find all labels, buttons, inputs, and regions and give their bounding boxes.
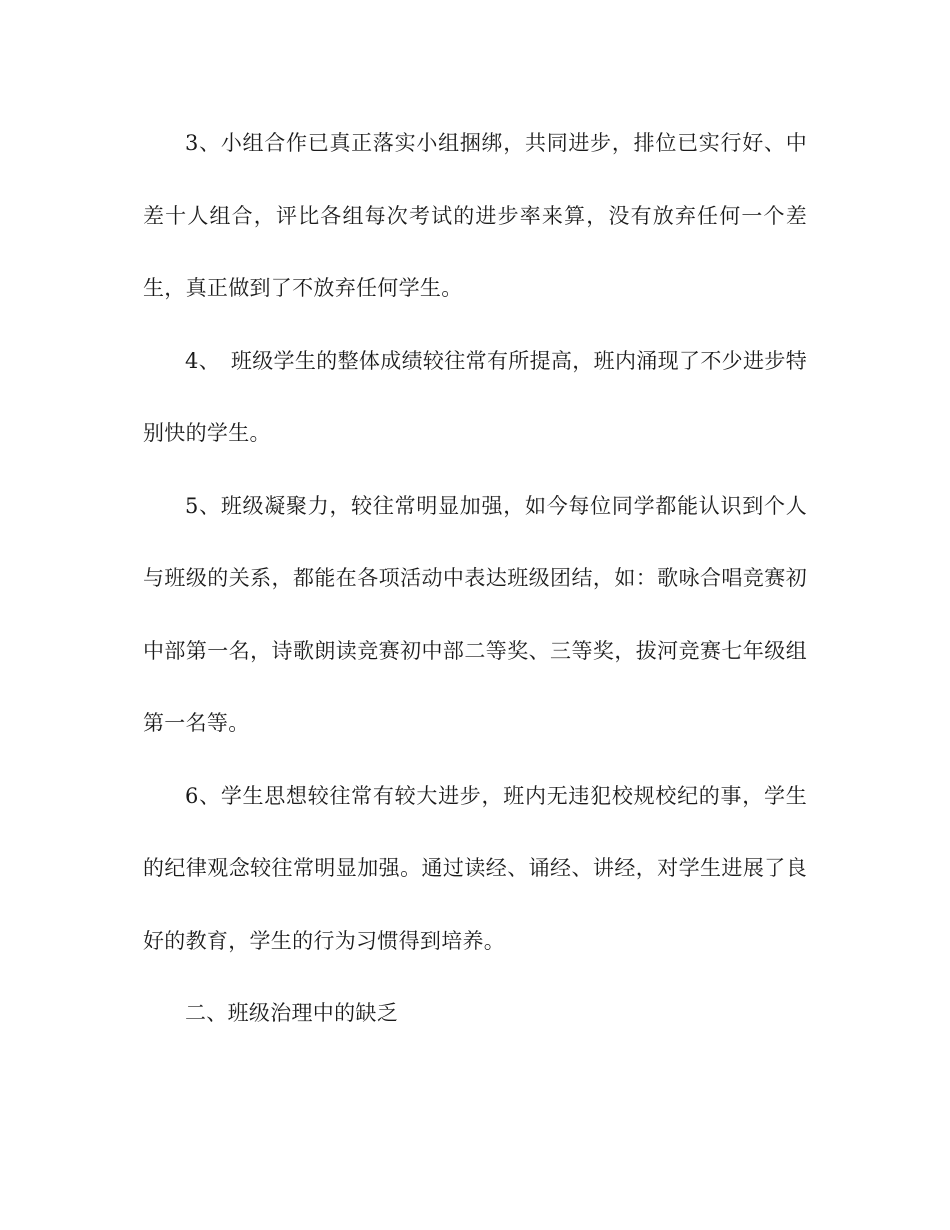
document-body (143, 107, 807, 1050)
section-heading: 二、班级治理中的缺乏 (185, 1001, 398, 1025)
paragraph-item-6: 6、学生思想较往常有较大进步，班内无违犯校规校纪的事，学生的纪律观念较往常明显加强。通过读经、诵经、讲经，对学生进展了良好的教育，学生的行为习惯得到培养。 (143, 783, 807, 953)
paragraph-item-4: 4、 班级学生的整体成绩较往常有所提高，班内涌现了不少进步特别快的学生。 (143, 348, 807, 445)
paragraph-item-3: 3、小组合作已真正落实小组捆绑，共同进步，排位已实行好、中差十人组合，评比各组每次考试的进步率来算，没有放弃任何一个差生，真正做到了不放弃任何学生。 (143, 131, 807, 300)
paragraph-item-5: 5、班级凝聚力，较往常明显加强，如今每位同学都能认识到个人与班级的关系，都能在各项活动中表达班级团结，如：歌咏合唱竞赛初中部第一名，诗歌朗读竞赛初中部二等奖、三等奖，拔河竞赛七年级组第一名等。 (143, 493, 807, 735)
